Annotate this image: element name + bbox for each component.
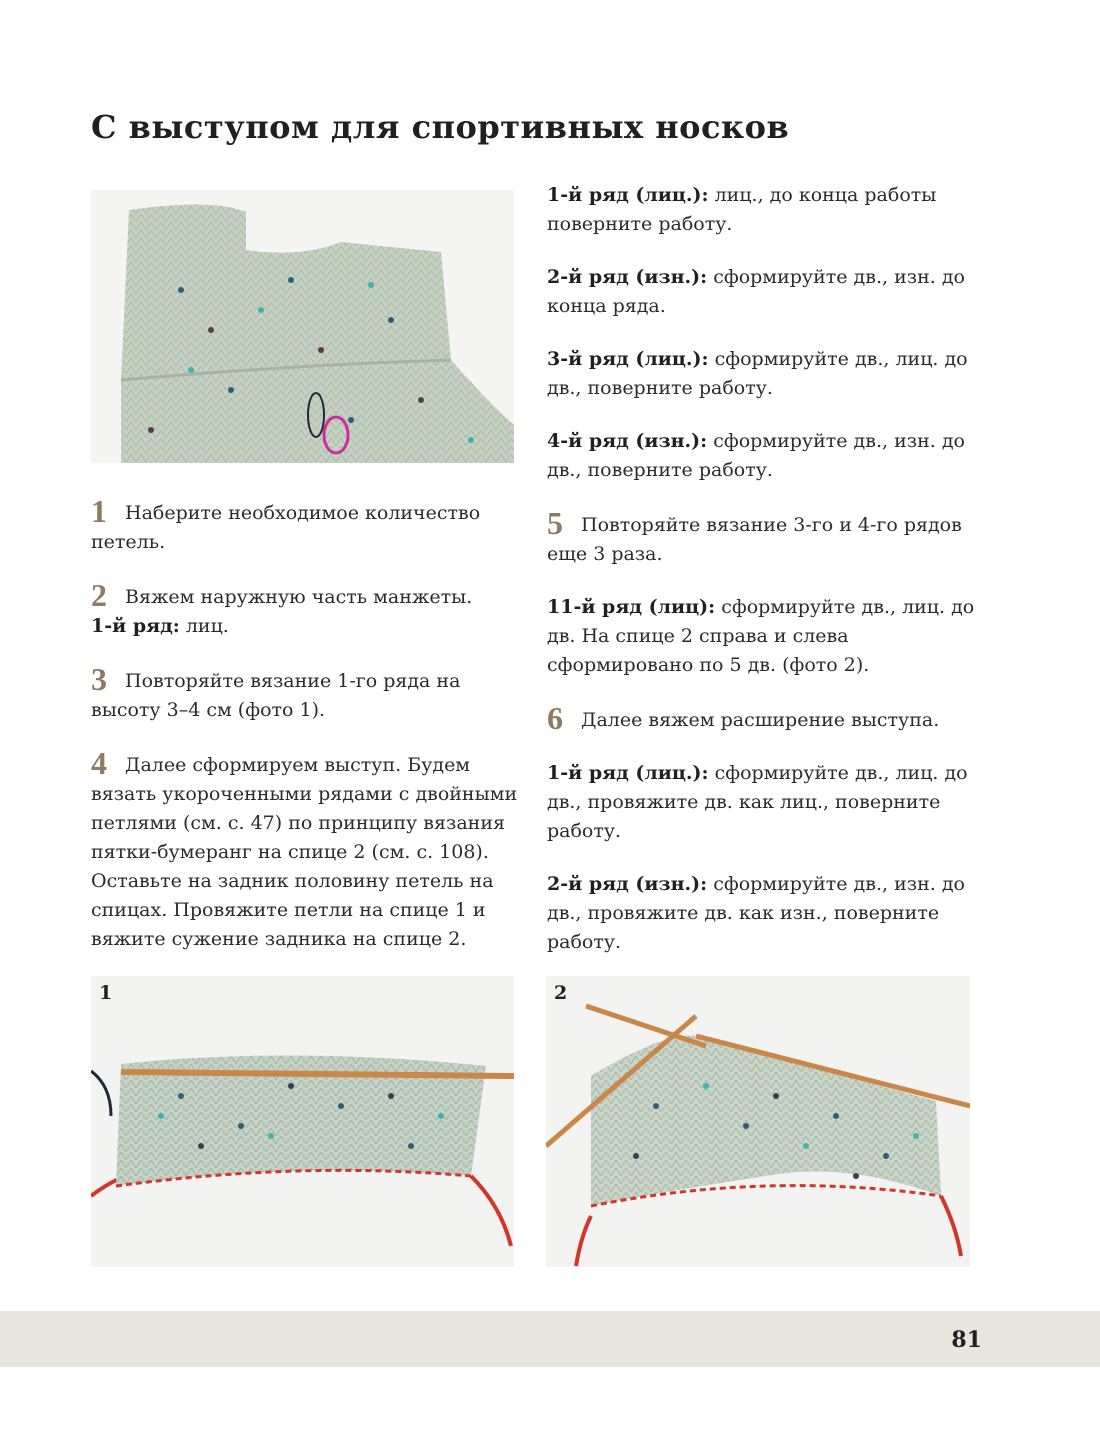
footer-band: [0, 1311, 1100, 1367]
photo-2: [546, 976, 970, 1267]
row-instruction: 2-й ряд (изн.): сформируйте дв., изн. до конца ряда.: [547, 266, 965, 317]
row-instruction: 4-й ряд (изн.): сформируйте дв., изн. до дв., поверните работу.: [547, 430, 965, 481]
step-4: 4 Далее сформируем выступ. Будем вязать укороченными рядами с двойными петлями (см. с. 47) по принципу вязания пятки-бумеранг на спице 2 (см. с. 108). Оставьте на задник половину петель на спицах. Провяжите петли на спице 1 и вяжите сужение задника на спице 2.: [91, 745, 518, 950]
step-2: 2 Вяжем наружную часть манжеты. 1-й ряд: лиц.: [91, 577, 473, 637]
step-5: 5 Повторяйте вязание 3-го и 4-го рядов еще 3 раза.: [547, 505, 962, 565]
step-1: 1 Наберите необходимое количество петель.: [91, 493, 481, 553]
photo-1: [91, 976, 514, 1267]
right-column: [547, 181, 977, 981]
row-instruction: 1-й ряд (лиц.): лиц., до конца работы поверните работу.: [547, 184, 937, 235]
photo-2-caption: 2: [554, 982, 568, 1004]
row-instruction: 11-й ряд (лиц): сформируйте дв., лиц. до дв. На спице 2 справа и слева сформировано по 5 дв. (фото 2).: [547, 596, 975, 676]
page-number: 81: [951, 1327, 982, 1353]
step-6: 6 Далее вяжем расширение выступа.: [547, 700, 940, 736]
sock-photo: [91, 190, 514, 463]
page-title: С выступом для спортивных носков: [91, 108, 790, 146]
row-instruction: 3-й ряд (лиц.): сформируйте дв., лиц. до дв., поверните работу.: [547, 348, 968, 399]
photo-1-caption: 1: [99, 982, 113, 1004]
left-column: [91, 493, 521, 978]
row-instruction: 1-й ряд (лиц.): сформируйте дв., лиц. до дв., провяжите дв. как лиц., поверните работу.: [547, 762, 968, 842]
step-3: 3 Повторяйте вязание 1-го ряда на высоту 3–4 см (фото 1).: [91, 661, 461, 721]
row-instruction: 2-й ряд (изн.): сформируйте дв., изн. до дв., провяжите дв. как изн., поверните работу.: [547, 873, 965, 953]
